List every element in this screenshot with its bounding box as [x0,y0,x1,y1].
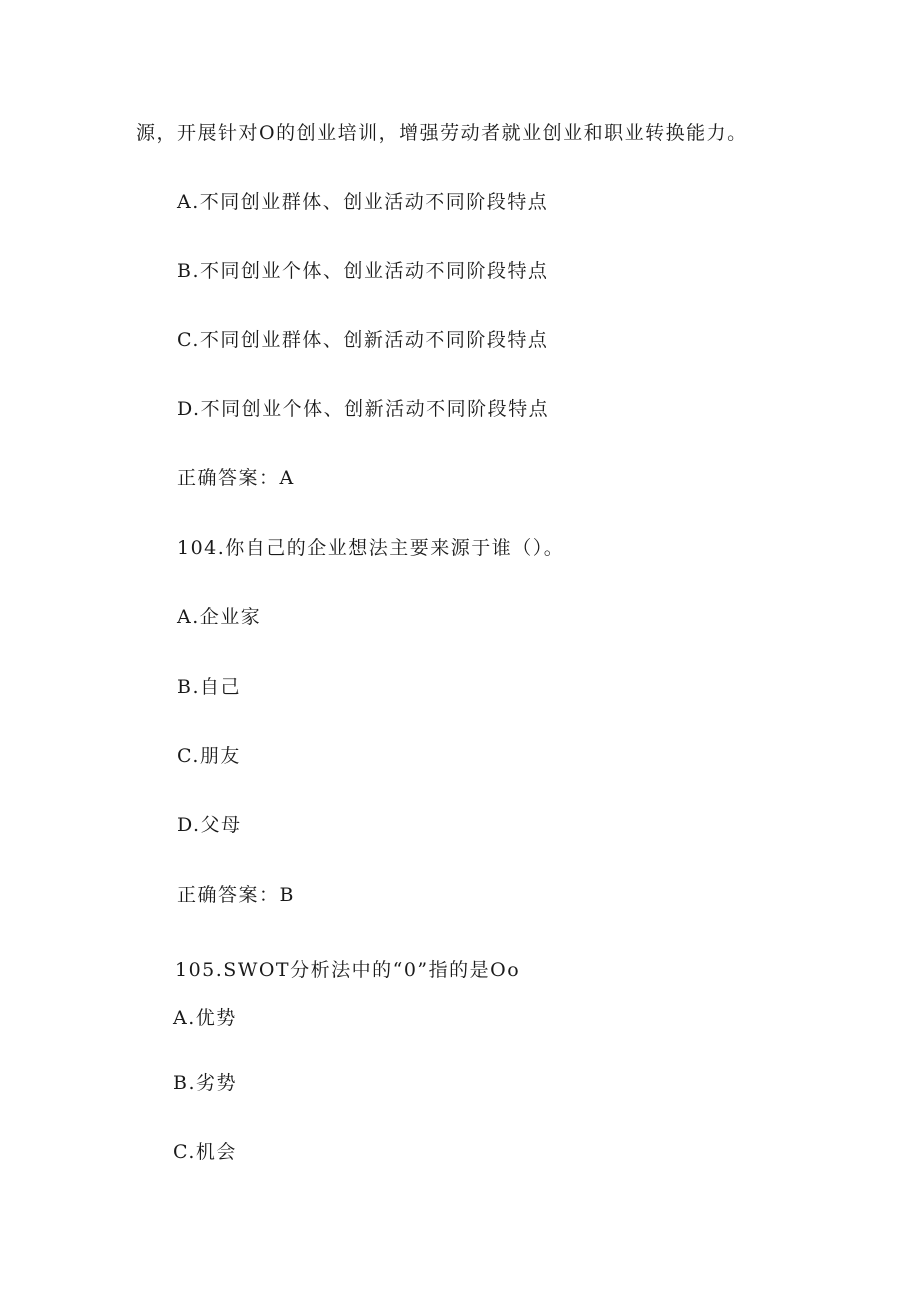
question-continuation-text: 源，开展针对O的创业培训，增强劳动者就业创业和职业转换能力。 [136,122,748,144]
q105-question: 105.SWOT分析法中的“0”指的是Oo [175,959,521,981]
q103-option-d: D.不同创业个体、创新活动不同阶段特点 [177,398,550,420]
q104-option-c: C.朋友 [177,745,241,767]
q104-question: 104.你自己的企业想法主要来源于谁（）。 [177,537,565,559]
q104-answer: 正确答案：B [177,884,295,906]
q103-option-c: C.不同创业群体、创新活动不同阶段特点 [177,329,549,351]
q105-option-c: C.机会 [173,1141,237,1163]
q105-option-a: A.优势 [173,1007,237,1029]
q103-option-a: A.不同创业群体、创业活动不同阶段特点 [177,191,549,213]
q103-option-b: B.不同创业个体、创业活动不同阶段特点 [177,260,549,282]
q105-option-b: B.劣势 [173,1072,238,1094]
q104-option-b: B.自己 [177,676,242,698]
q103-answer: 正确答案：A [177,467,295,489]
q104-option-d: D.父母 [177,814,242,836]
q104-option-a: A.企业家 [177,606,262,628]
